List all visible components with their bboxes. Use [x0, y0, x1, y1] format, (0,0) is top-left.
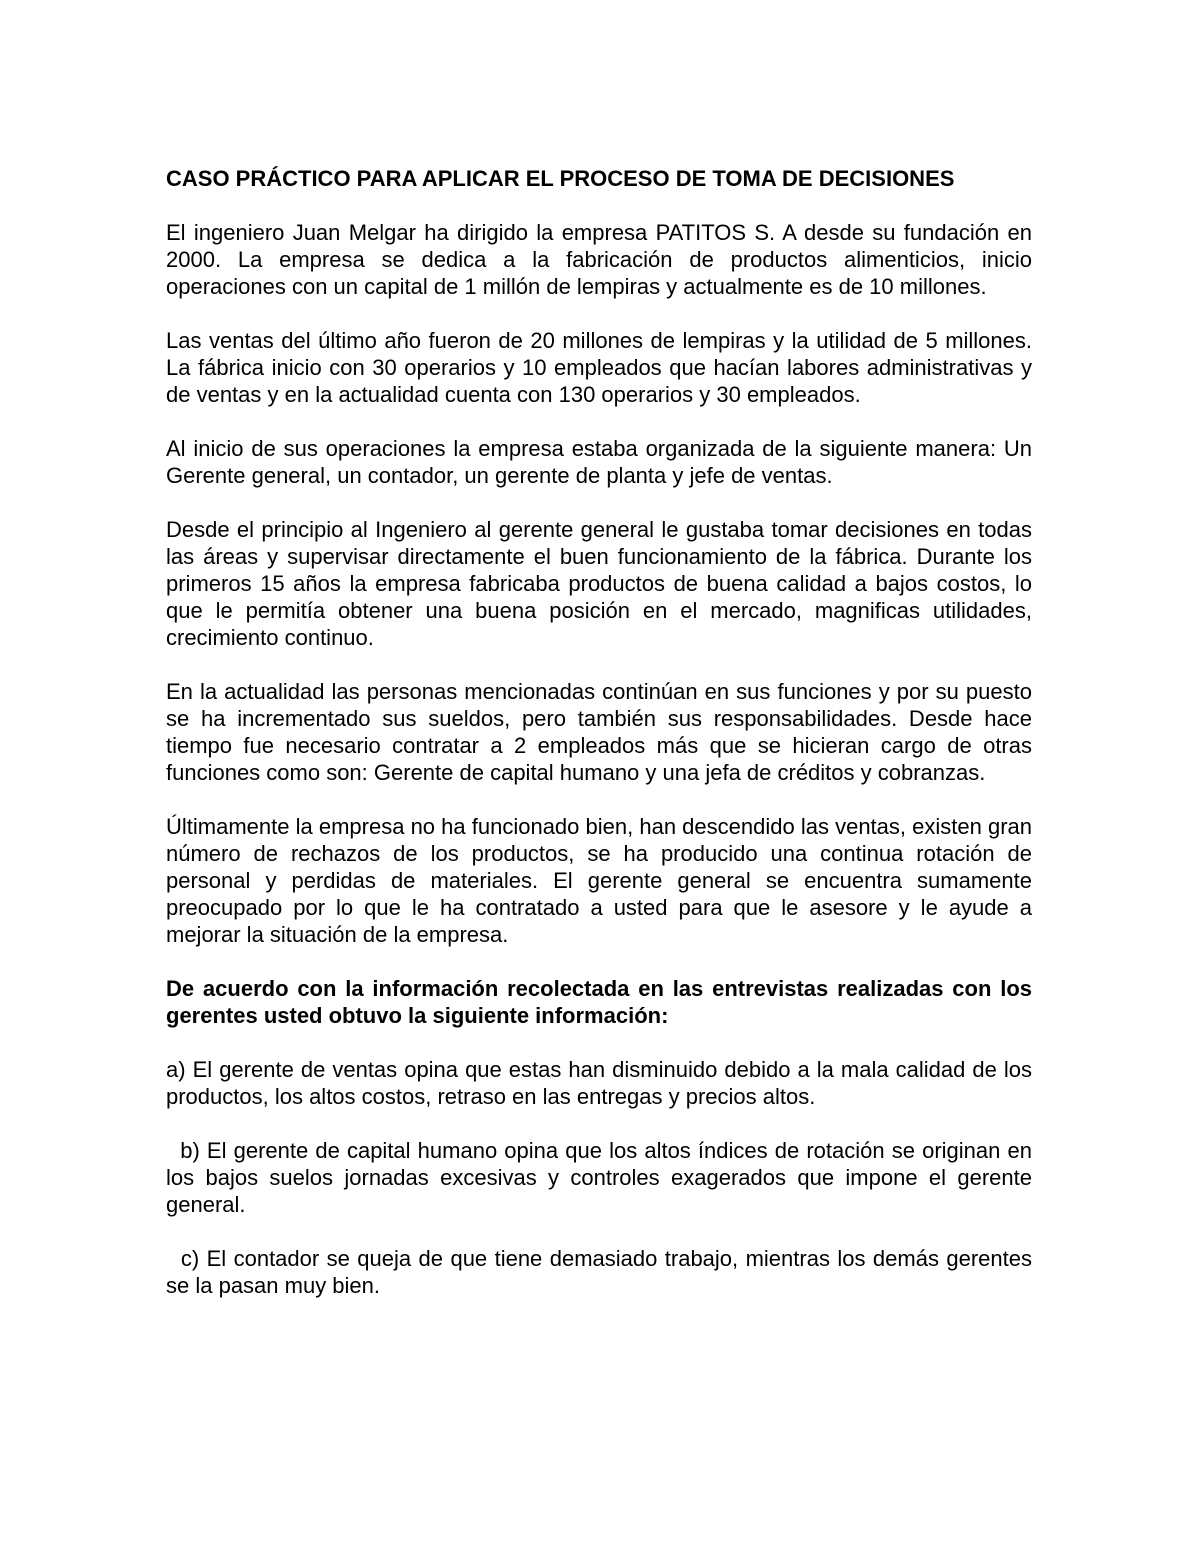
document-title: CASO PRÁCTICO PARA APLICAR EL PROCESO DE TOMA DE DECISIONES	[166, 166, 955, 191]
paragraph-current: En la actualidad las personas mencionadas continúan en sus funciones y por su puesto se ha incrementado sus sueldos, pero también sus responsabilidades. Desde hace tiempo fue necesario contratar a 2 empleados más que se hicieran cargo de otras funciones como son: Gerente de capital humano y una jefa de créditos y cobranzas.	[166, 679, 1032, 785]
paragraph-problems: Últimamente la empresa no ha funcionado bien, han descendido las ventas, existen gran número de rechazos de los productos, se ha producido una continua rotación de personal y perdidas de materiales. El gerente general se encuentra sumamente preocupado por lo que le ha contratado a usted para que le asesore y le ayude a mejorar la situación de la empresa.	[166, 814, 1032, 947]
paragraph-findings-heading: De acuerdo con la información recolectada en las entrevistas realizadas con los gerentes usted obtuvo la siguiente información:	[166, 976, 1032, 1028]
paragraph-history: Desde el principio al Ingeniero al gerente general le gustaba tomar decisiones en todas las áreas y supervisar directamente el buen funcionamiento de la fábrica. Durante los primeros 15 años la empresa fabricaba productos de buena calidad a bajos costos, lo que le permitía obtener una buena posición en el mercado, magnificas utilidades, crecimiento continuo.	[166, 517, 1032, 650]
paragraph-sales: Las ventas del último año fueron de 20 millones de lempiras y la utilidad de 5 millones. La fábrica inicio con 30 operarios y 10 empleados que hacían labores administrativas y de ventas y en la actualidad cuenta con 130 operarios y 30 empleados.	[166, 328, 1032, 407]
paragraph-organization: Al inicio de sus operaciones la empresa estaba organizada de la siguiente manera: Un Gerente general, un contador, un gerente de planta y jefe de ventas.	[166, 436, 1032, 488]
list-item-c: c) El contador se queja de que tiene demasiado trabajo, mientras los demás gerentes se la pasan muy bien.	[166, 1246, 1039, 1298]
paragraph-intro: El ingeniero Juan Melgar ha dirigido la empresa PATITOS S. A desde su fundación en 2000. La empresa se dedica a la fabricación de productos alimenticios, inicio operaciones con un capital de 1 millón de lempiras y actualmente es de 10 millones.	[166, 220, 1032, 299]
document-page	[166, 165, 1039, 1326]
list-item-b: b) El gerente de capital humano opina que los altos índices de rotación se originan en los bajos suelos jornadas excesivas y controles exagerados que impone el gerente general.	[166, 1138, 1039, 1217]
list-item-a: a) El gerente de ventas opina que estas han disminuido debido a la mala calidad de los productos, los altos costos, retraso en las entregas y precios altos.	[166, 1057, 1032, 1109]
